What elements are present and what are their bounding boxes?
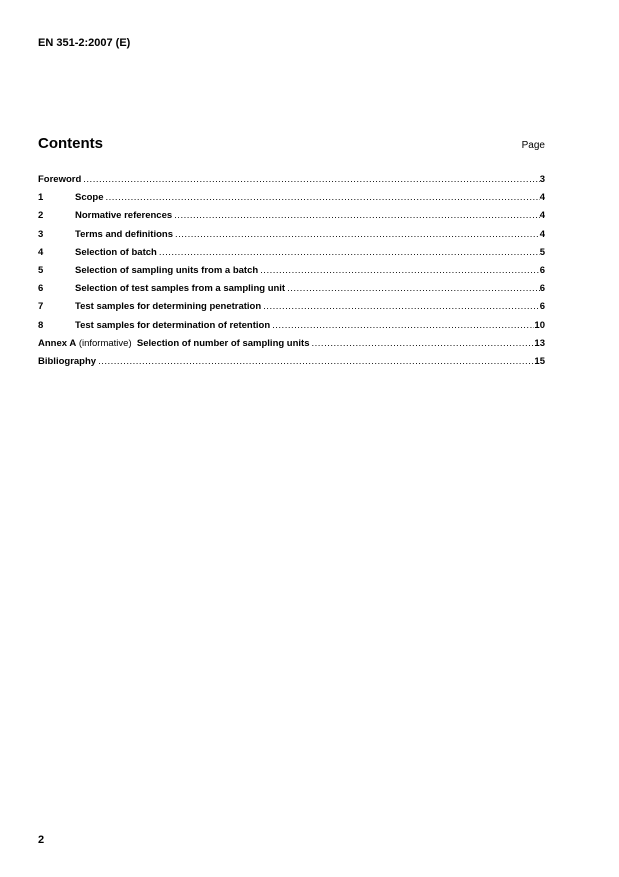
toc-entry-title: Normative references <box>75 210 173 222</box>
toc-entry-number: 6 <box>38 283 44 295</box>
toc-entry-page: 4 <box>539 210 545 222</box>
toc-leader-dots <box>287 283 540 294</box>
toc-entry-test-samples-retention[interactable] <box>38 320 545 338</box>
toc-entry-number: 5 <box>38 264 44 276</box>
toc-entry-number: 7 <box>38 301 44 313</box>
toc-entry-title: Foreword <box>38 174 82 185</box>
toc-entry-title: Terms and definitions <box>75 228 174 240</box>
toc-entry-annex-a[interactable] <box>38 338 545 356</box>
toc-leader-dots <box>263 301 540 312</box>
toc-leader-dots <box>98 356 534 367</box>
toc-entry-selection-of-sampling-units[interactable] <box>38 265 545 283</box>
toc-entry-title: Test samples for determination of retention <box>75 319 271 331</box>
toc-leader-dots <box>260 265 540 276</box>
toc-entry-test-samples-penetration[interactable] <box>38 301 545 319</box>
document-id-header: EN 351-2:2007 (E) <box>38 37 131 49</box>
toc-entry-title: Scope <box>75 192 104 204</box>
toc-entry-page: 15 <box>534 355 545 367</box>
toc-entry-selection-of-test-samples[interactable] <box>38 283 545 301</box>
page-column-label: Page <box>521 140 545 151</box>
toc-entry-number: 3 <box>38 228 44 240</box>
toc-entry-number: 2 <box>38 210 44 222</box>
toc-entry-title: Bibliography <box>38 355 97 367</box>
toc-entry-page: 6 <box>539 264 545 276</box>
toc-entry-title: Selection of sampling units from a batch <box>75 264 259 276</box>
annex-label: Annex A <box>38 337 77 349</box>
toc-entry-number: 4 <box>38 246 44 258</box>
toc-entry-number: 1 <box>38 192 44 204</box>
toc-entry-selection-of-batch[interactable] <box>38 247 545 265</box>
toc-entry-normative-references[interactable] <box>38 210 545 228</box>
toc-entry-title <box>38 338 310 349</box>
toc-entry-page: 3 <box>539 174 545 185</box>
annex-type: (informative) <box>76 337 137 349</box>
toc-entry-scope[interactable] <box>38 192 545 210</box>
contents-title: Contents <box>38 135 103 152</box>
toc-entry-title: Selection of batch <box>75 246 157 258</box>
page-number: 2 <box>38 834 45 846</box>
annex-title: Selection of number of sampling units <box>136 337 310 349</box>
toc-entry-page: 6 <box>539 301 545 313</box>
toc-leader-dots <box>106 192 540 203</box>
toc-leader-dots <box>175 229 540 240</box>
toc-entry-title: Selection of test samples from a sampling unit <box>75 283 286 295</box>
toc-entry-bibliography[interactable] <box>38 356 545 374</box>
toc-entry-number: 8 <box>38 319 44 331</box>
table-of-contents <box>38 174 545 374</box>
toc-entry-foreword[interactable] <box>38 174 545 192</box>
toc-leader-dots <box>159 247 540 258</box>
toc-entry-title: Test samples for determining penetration <box>75 301 262 313</box>
toc-entry-page: 4 <box>539 192 545 204</box>
toc-leader-dots <box>174 210 540 221</box>
toc-leader-dots <box>272 320 534 331</box>
toc-entry-page: 5 <box>539 246 545 258</box>
toc-entry-page: 13 <box>534 337 545 349</box>
toc-entry-terms-and-definitions[interactable] <box>38 229 545 247</box>
toc-entry-page: 4 <box>539 228 545 240</box>
toc-entry-page: 10 <box>534 319 545 331</box>
toc-entry-page: 6 <box>539 283 545 295</box>
toc-leader-dots <box>83 174 539 185</box>
toc-leader-dots <box>312 338 535 349</box>
